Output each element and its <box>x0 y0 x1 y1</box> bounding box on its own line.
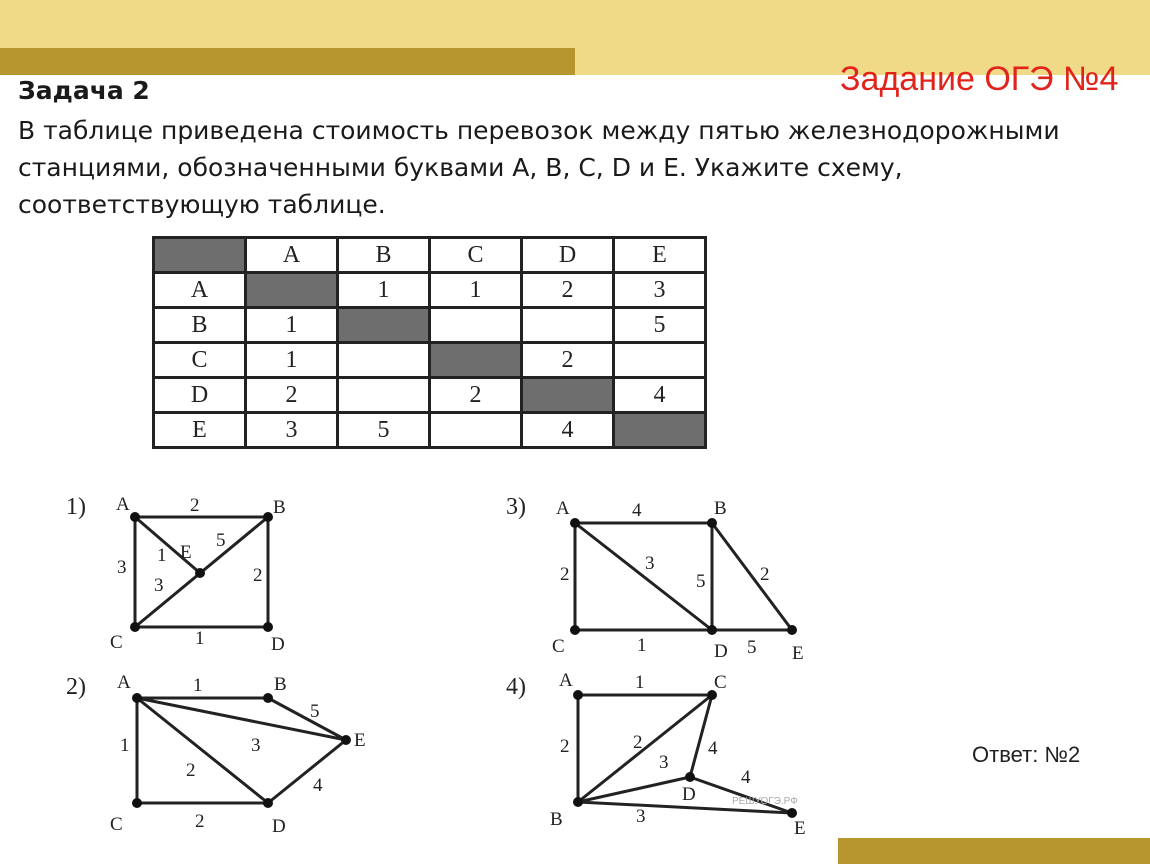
node-label: A <box>559 670 573 691</box>
graph-edge <box>268 698 346 740</box>
edge-weight: 1 <box>635 672 645 693</box>
graph-node <box>787 625 797 635</box>
edge-weight: 5 <box>216 530 226 551</box>
row-label: E <box>154 413 246 448</box>
graph-edge <box>575 523 712 630</box>
node-label: C <box>714 672 727 693</box>
node-label: E <box>792 643 804 664</box>
edge-weight: 2 <box>186 760 196 781</box>
table-cell: 5 <box>338 413 430 448</box>
header-cell: A <box>246 238 338 273</box>
graph-node <box>263 693 273 703</box>
node-label: C <box>552 636 565 657</box>
graph-edge <box>712 523 792 630</box>
edge-weight: 5 <box>310 701 320 722</box>
graph-node <box>707 518 717 528</box>
edge-weight: 2 <box>560 736 570 757</box>
header-cell: D <box>522 238 614 273</box>
edge-weight: 2 <box>633 732 643 753</box>
edge-weight: 1 <box>193 675 203 696</box>
node-label: C <box>110 814 123 835</box>
node-label: B <box>550 809 563 830</box>
edge-weight: 2 <box>253 565 263 586</box>
edge-weight: 3 <box>117 557 127 578</box>
option-number: 2) <box>66 674 86 700</box>
edge-weight: 2 <box>190 495 200 516</box>
edge-weight: 3 <box>659 752 669 773</box>
node-label: B <box>274 674 287 695</box>
table-cell: 2 <box>522 343 614 378</box>
task-title: Задача 2 <box>18 76 150 105</box>
graph-node <box>570 518 580 528</box>
graph-option-4 <box>506 670 806 839</box>
edge-weight: 3 <box>636 806 646 827</box>
row-label: C <box>154 343 246 378</box>
edge-weight: 4 <box>708 738 718 759</box>
node-label: B <box>273 497 286 518</box>
exam-badge: Задание ОГЭ №4 <box>840 60 1119 98</box>
edge-weight: 5 <box>747 637 757 658</box>
graph-edge <box>268 740 346 803</box>
graph-node <box>130 512 140 522</box>
graph-node <box>573 690 583 700</box>
edge-weight: 1 <box>120 735 130 756</box>
graph-node <box>707 625 717 635</box>
graph-node <box>573 797 583 807</box>
row-label: B <box>154 308 246 343</box>
graph-node <box>132 693 142 703</box>
graph-edge <box>690 695 712 777</box>
graph-edge <box>137 698 268 803</box>
graph-node <box>570 625 580 635</box>
edge-weight: 1 <box>637 635 647 656</box>
edge-weight: 4 <box>741 767 751 788</box>
table-cell: 4 <box>522 413 614 448</box>
table-cell: 3 <box>614 273 706 308</box>
graph-node <box>263 798 273 808</box>
node-label: D <box>272 816 286 837</box>
answer-text: Ответ: №2 <box>972 742 1081 767</box>
node-label: E <box>354 730 366 751</box>
node-label: B <box>714 498 727 519</box>
edge-weight: 4 <box>313 775 323 796</box>
table-cell: 1 <box>430 273 522 308</box>
graph-node <box>263 512 273 522</box>
table-cell: 5 <box>614 308 706 343</box>
graph-option-2 <box>66 672 366 837</box>
edge-weight: 2 <box>760 564 770 585</box>
table-cell: 1 <box>246 308 338 343</box>
watermark-text: РЕШУОГЭ.РФ <box>732 796 798 807</box>
node-label: E <box>794 818 806 839</box>
node-label: A <box>116 494 130 515</box>
node-label: A <box>117 672 131 693</box>
edge-weight: 4 <box>632 500 642 521</box>
header-cell: C <box>430 238 522 273</box>
graph-node <box>130 622 140 632</box>
node-label: D <box>682 784 696 805</box>
graph-node <box>263 622 273 632</box>
graph-option-1 <box>66 494 286 655</box>
header-cell: E <box>614 238 706 273</box>
option-number: 4) <box>506 674 526 700</box>
edge-weight: 2 <box>560 564 570 585</box>
table-cell: 3 <box>246 413 338 448</box>
node-label: C <box>110 632 123 653</box>
graph-node <box>787 808 797 818</box>
option-number: 1) <box>66 494 86 520</box>
graph-node <box>685 772 695 782</box>
graph-node <box>132 798 142 808</box>
node-label: D <box>271 634 285 655</box>
table-cell: 2 <box>522 273 614 308</box>
edge-weight: 1 <box>157 545 167 566</box>
edge-weight: 5 <box>696 571 706 592</box>
edge-weight: 3 <box>645 553 655 574</box>
graph-node <box>195 568 205 578</box>
table-cell: 2 <box>246 378 338 413</box>
table-cell: 2 <box>430 378 522 413</box>
row-label: A <box>154 273 246 308</box>
task-text: В таблице приведена стоимость перевозок между пятью железнодорожными станциями, обозначенными буквами A, B, C, D и E. Укажите схему, соответствующую таблице. <box>18 116 1060 219</box>
node-label: A <box>556 498 570 519</box>
edge-weight: 3 <box>251 735 261 756</box>
row-label: D <box>154 378 246 413</box>
node-label: D <box>714 641 728 662</box>
edge-weight: 3 <box>154 575 164 596</box>
option-number: 3) <box>506 494 526 520</box>
table-cell: 1 <box>338 273 430 308</box>
header-cell: B <box>338 238 430 273</box>
graph-option-3 <box>506 494 804 664</box>
table-cell: 1 <box>246 343 338 378</box>
edge-weight: 1 <box>195 628 205 649</box>
node-label: E <box>180 542 192 563</box>
table-cell: 4 <box>614 378 706 413</box>
graph-node <box>341 735 351 745</box>
edge-weight: 2 <box>195 811 205 832</box>
